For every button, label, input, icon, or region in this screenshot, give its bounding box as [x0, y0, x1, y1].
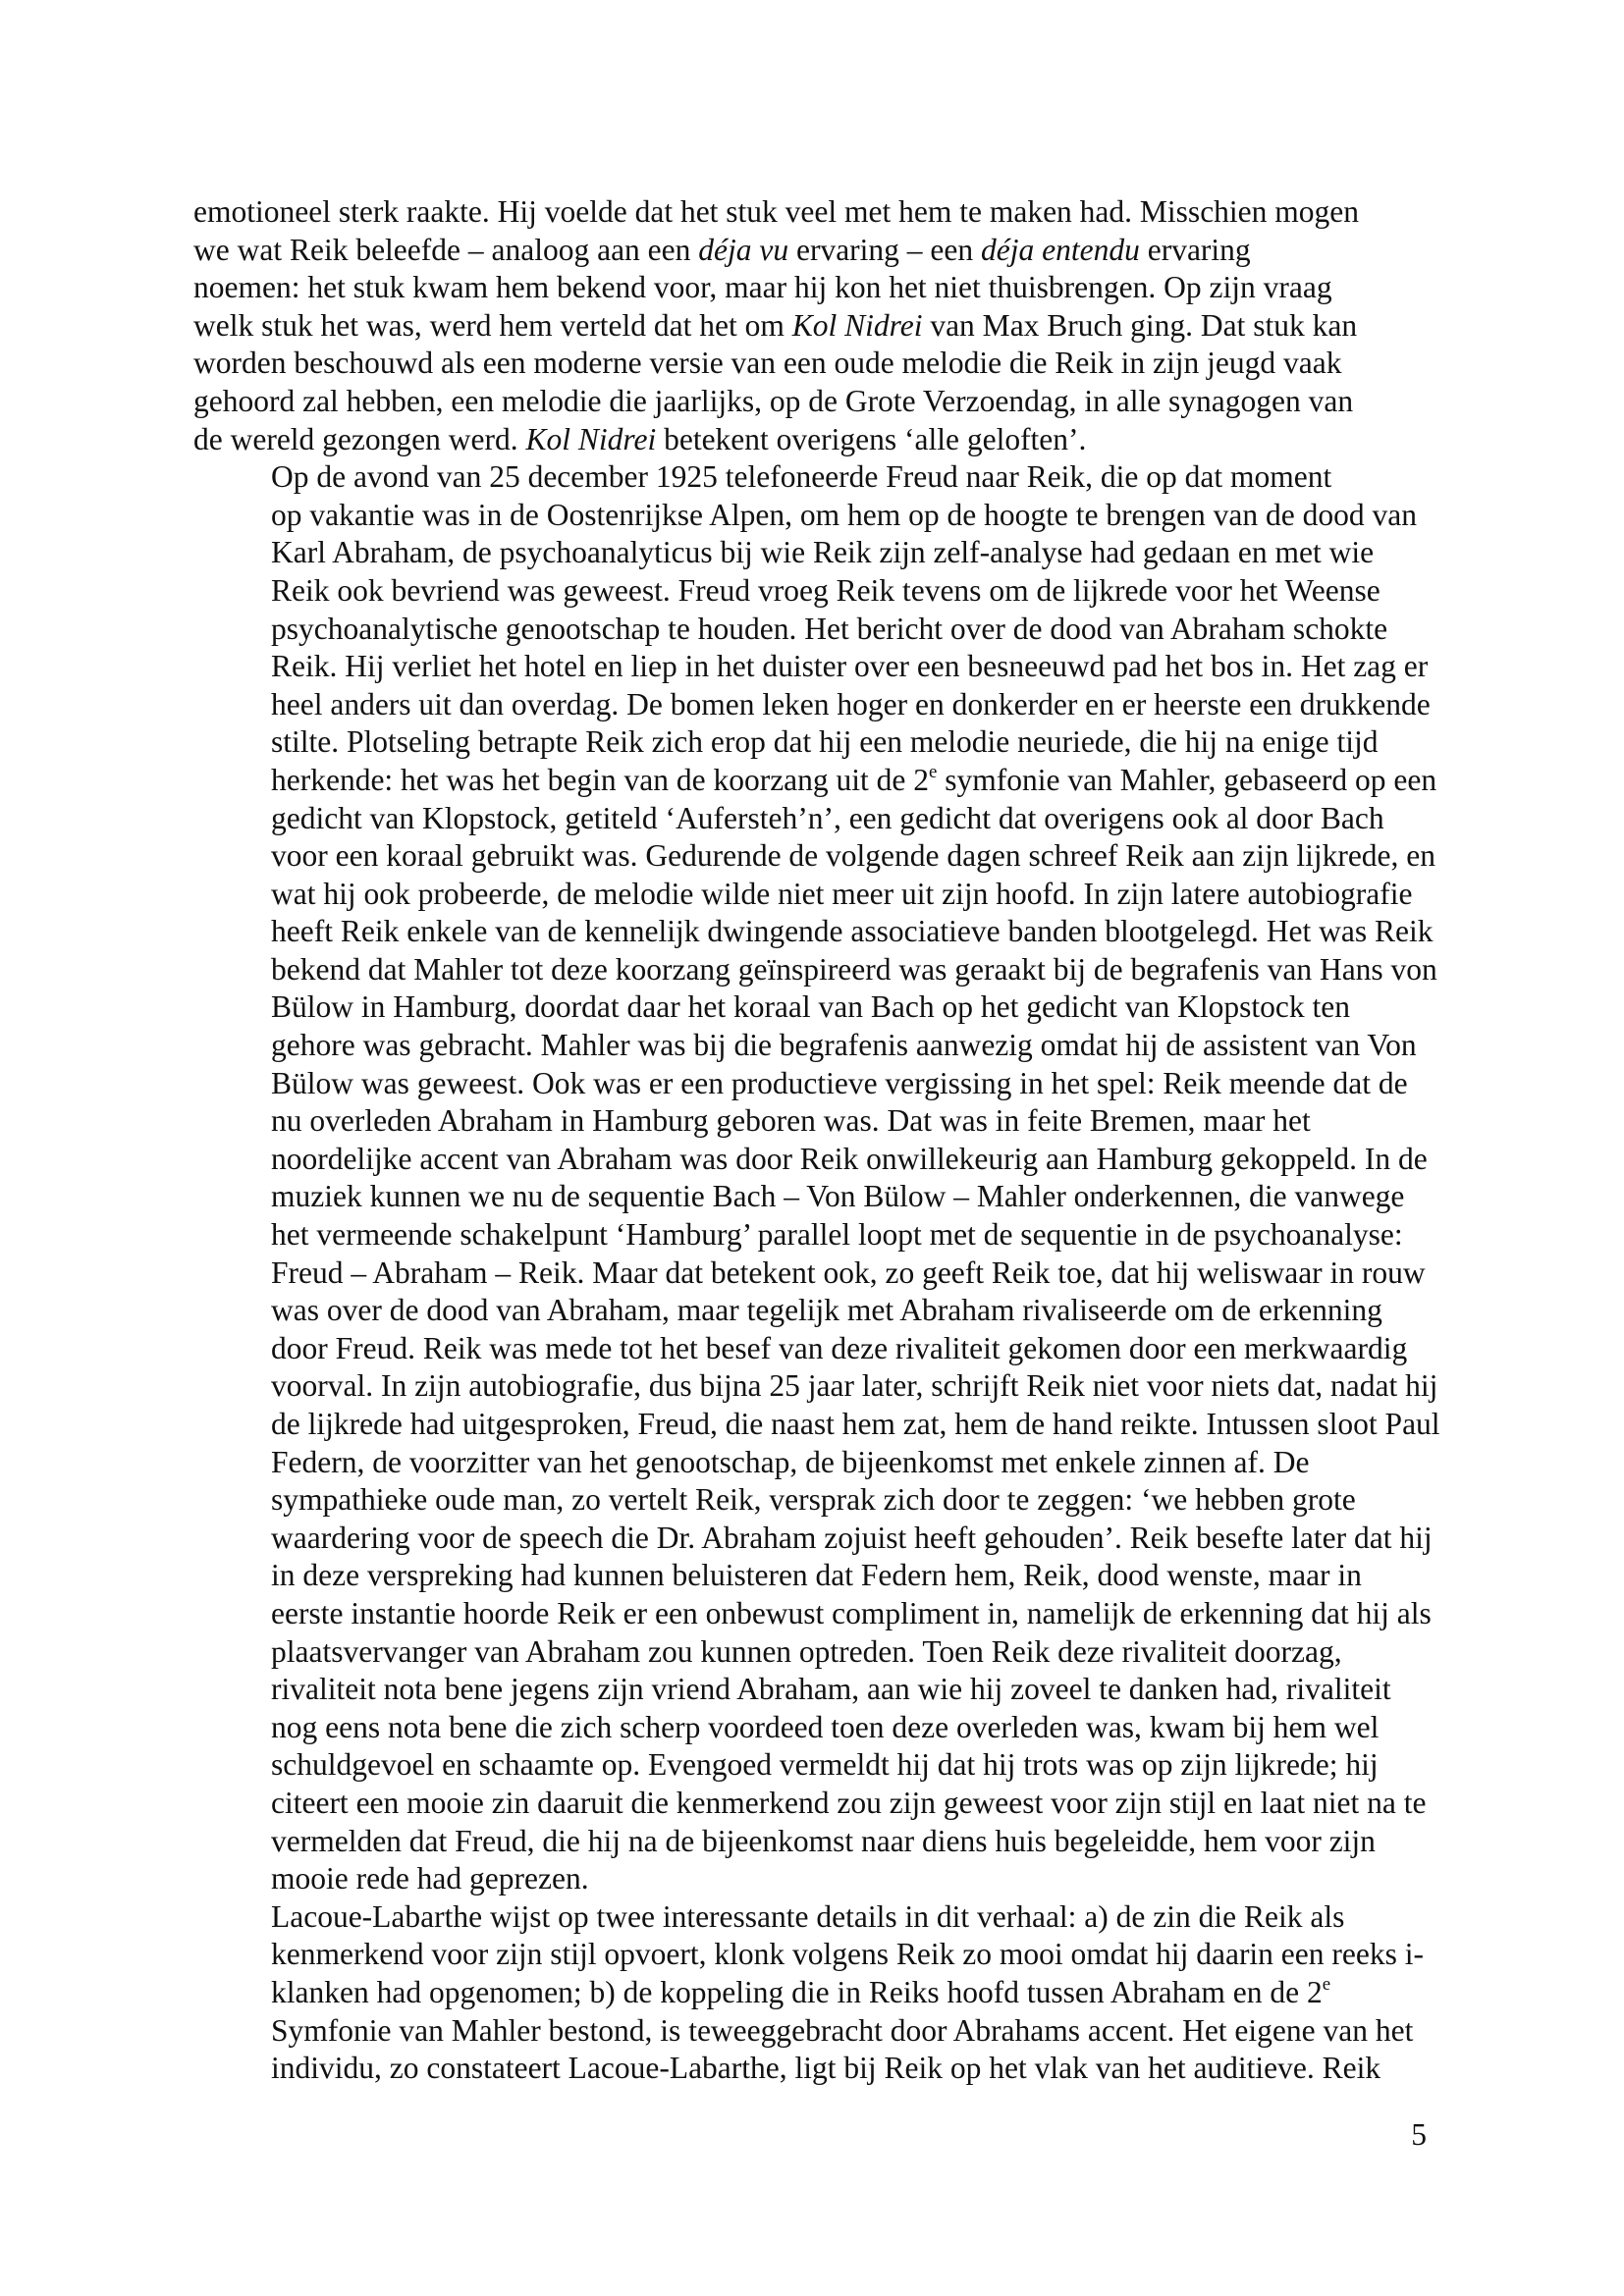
text-line: voorval. In zijn autobiografie, dus bijna 25 jaar later, schrijft Reik niet voor niets dat, nadat hij	[271, 1368, 1438, 1404]
text-line: voor een koraal gebruikt was. Gedurende de volgende dagen schreef Reik aan zijn lijkrede, en	[271, 838, 1436, 874]
text-line: psychoanalytische genootschap te houden. Het bericht over de dood van Abraham schokte	[271, 611, 1388, 646]
text-line: herkende: het was het begin van de koorzang uit de 2e symfonie van Mahler, gebaseerd op een	[271, 761, 1437, 797]
text-line: de wereld gezongen werd. Kol Nidrei betekent overigens ‘alle geloften’.	[193, 421, 1087, 456]
text-line: individu, zo constateert Lacoue-Labarthe, ligt bij Reik op het vlak van het auditieve. Reik	[271, 2051, 1381, 2086]
text-line: kenmerkend voor zijn stijl opvoert, klonk volgens Reik zo mooi omdat hij daarin een reeks i-	[271, 1937, 1424, 1972]
text-line: muziek kunnen we nu de sequentie Bach – Von Bülow – Mahler onderkennen, die vanwege	[271, 1179, 1405, 1214]
text-line: Federn, de voorzitter van het genootschap, de bijeenkomst met enkele zinnen af. De	[271, 1444, 1310, 1479]
paragraph	[193, 458, 1440, 1898]
text-line: stilte. Plotseling betrapte Reik zich erop dat hij een melodie neuriede, die hij na enige tijd	[271, 724, 1379, 760]
text-line: noordelijke accent van Abraham was door Reik onwillekeurig aan Hamburg gekoppeld. In de	[271, 1141, 1428, 1176]
text-line: Symfonie van Mahler bestond, is teweeggebracht door Abrahams accent. Het eigene van het	[271, 2012, 1414, 2048]
text-line: gedicht van Klopstock, getiteld ‘Aufersteh’n’, een gedicht dat overigens ook al door Bach	[271, 800, 1384, 835]
text-line: worden beschouwd als een moderne versie van een oude melodie die Reik in zijn jeugd vaak	[193, 346, 1342, 381]
text-line: het vermeende schakelpunt ‘Hamburg’ parallel loopt met de sequentie in de psychoanalyse:	[271, 1217, 1403, 1253]
paragraph	[193, 193, 1427, 458]
page-number: 5	[1411, 2117, 1427, 2152]
text-line: de lijkrede had uitgesproken, Freud, die naast hem zat, hem de hand reikte. Intussen sloot Paul	[271, 1407, 1440, 1441]
text-line: gehoord zal hebben, een melodie die jaarlijks, op de Grote Verzoendag, in alle synagogen van	[193, 383, 1354, 418]
text-line: eerste instantie hoorde Reik er een onbewust compliment in, namelijk de erkenning dat hij als	[271, 1595, 1432, 1630]
document-page	[193, 193, 1440, 2088]
text-line: schuldgevoel en schaamte op. Evengoed vermeldt hij dat hij trots was op zijn lijkrede; hij	[271, 1747, 1379, 1783]
text-line: nog eens nota bene die zich scherp voordeed toen deze overleden was, kwam bij hem wel	[271, 1709, 1380, 1744]
text-line: Bülow in Hamburg, doordat daar het koraal van Bach op het gedicht van Klopstock ten	[271, 989, 1351, 1025]
text-line: klanken had opgenomen; b) de koppeling die in Reiks hoofd tussen Abraham en de 2e	[271, 1973, 1331, 2009]
body-text	[193, 193, 1440, 2088]
text-line: in deze verspreking had kunnen beluisteren dat Federn hem, Reik, dood wenste, maar in	[271, 1558, 1362, 1593]
text-line: sympathieke oude man, zo vertelt Reik, versprak zich door te zeggen: ‘we hebben grote	[271, 1482, 1356, 1518]
text-line: citeert een mooie zin daaruit die kenmerkend zou zijn geweest voor zijn stijl en laat niet na te	[271, 1785, 1427, 1820]
text-line: Lacoue-Labarthe wijst op twee interessante details in dit verhaal: a) de zin die Reik als	[271, 1898, 1345, 1934]
text-line: op vakantie was in de Oostenrijkse Alpen, om hem op de hoogte te brengen van de dood van	[271, 497, 1417, 532]
text-line: bekend dat Mahler tot deze koorzang geïnspireerd was geraakt bij de begrafenis van Hans von	[271, 951, 1437, 987]
text-line: heel anders uit dan overdag. De bomen leken hoger en donkerder en er heerste een drukkende	[271, 686, 1431, 721]
text-line: mooie rede had geprezen.	[271, 1861, 589, 1896]
text-line: rivaliteit nota bene jegens zijn vriend Abraham, aan wie hij zoveel te danken had, rivaliteit	[271, 1672, 1391, 1707]
text-line: wat hij ook probeerde, de melodie wilde niet meer uit zijn hoofd. In zijn latere autobiografie	[271, 876, 1413, 911]
text-line: we wat Reik beleefde – analoog aan een déja vu ervaring – een déja entendu ervaring	[193, 232, 1251, 267]
text-line: Reik ook bevriend was geweest. Freud vroeg Reik tevens om de lijkrede voor het Weense	[271, 572, 1380, 608]
text-line: Karl Abraham, de psychoanalyticus bij wie Reik zijn zelf-analyse had gedaan en met wie	[271, 535, 1375, 570]
text-line: welk stuk het was, werd hem verteld dat het om Kol Nidrei van Max Bruch ging. Dat stuk kan	[193, 307, 1358, 343]
text-line: Op de avond van 25 december 1925 telefoneerde Freud naar Reik, die op dat moment	[271, 459, 1332, 495]
text-line: was over de dood van Abraham, maar tegelijk met Abraham rivaliseerde om de erkenning	[271, 1293, 1382, 1328]
text-line: emotioneel sterk raakte. Hij voelde dat het stuk veel met hem te maken had. Misschien mogen	[193, 194, 1360, 229]
text-line: gehore was gebracht. Mahler was bij die begrafenis aanwezig omdat hij de assistent van Von	[271, 1028, 1417, 1063]
text-line: Freud – Abraham – Reik. Maar dat betekent ook, zo geeft Reik toe, dat hij weliswaar in rouw	[271, 1255, 1426, 1290]
text-line: nu overleden Abraham in Hamburg geboren was. Dat was in feite Bremen, maar het	[271, 1103, 1311, 1139]
text-line: Reik. Hij verliet het hotel en liep in het duister over een besneeuwd pad het bos in. Het zag er	[271, 649, 1429, 684]
text-line: noemen: het stuk kwam hem bekend voor, maar hij kon het niet thuisbrengen. Op zijn vraag	[193, 270, 1332, 305]
text-line: plaatsvervanger van Abraham zou kunnen optreden. Toen Reik deze rivaliteit doorzag,	[271, 1633, 1342, 1669]
paragraph	[193, 1898, 1427, 2088]
text-line: heeft Reik enkele van de kennelijk dwingende associatieve banden blootgelegd. Het was Reik	[271, 914, 1434, 949]
text-line: Bülow was geweest. Ook was er een productieve vergissing in het spel: Reik meende dat de	[271, 1065, 1408, 1100]
text-line: vermelden dat Freud, die hij na de bijeenkomst naar diens huis begeleidde, hem voor zijn	[271, 1823, 1376, 1858]
text-line: door Freud. Reik was mede tot het besef van deze rivaliteit gekomen door een merkwaardig	[271, 1330, 1408, 1365]
text-line: waardering voor de speech die Dr. Abraham zojuist heeft gehouden’. Reik besefte later dat hij	[271, 1520, 1433, 1555]
